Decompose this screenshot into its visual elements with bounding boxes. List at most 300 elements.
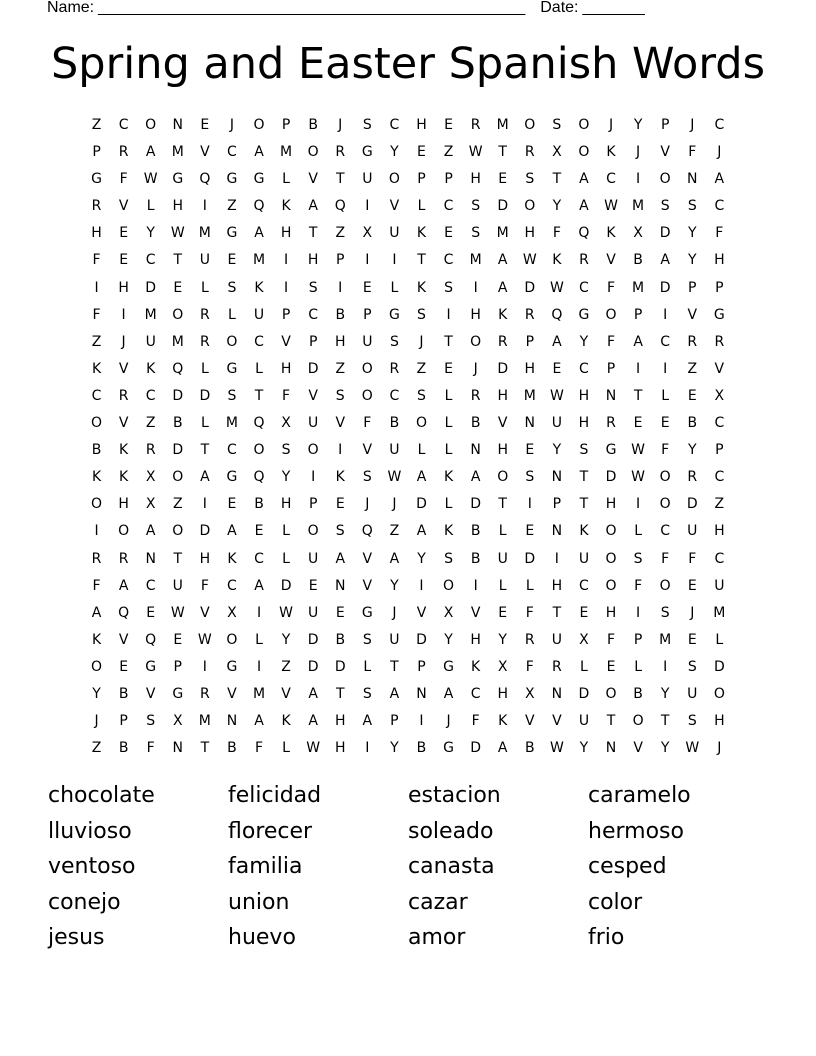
grid-letter[interactable]: R [687, 469, 698, 486]
grid-letter[interactable]: V [714, 360, 725, 377]
grid-letter[interactable]: N [605, 387, 617, 404]
grid-letter[interactable]: H [118, 279, 129, 296]
grid-letter[interactable]: S [687, 658, 697, 675]
grid-letter[interactable]: V [118, 415, 129, 432]
grid-letter[interactable]: S [525, 171, 535, 188]
grid-letter[interactable]: N [172, 117, 184, 133]
grid-letter[interactable]: N [470, 442, 481, 459]
grid-letter[interactable]: T [579, 469, 589, 486]
grid-letter[interactable]: W [143, 171, 158, 188]
grid-letter[interactable]: U [172, 577, 183, 594]
grid-letter[interactable]: A [497, 740, 508, 757]
grid-letter[interactable]: U [389, 631, 400, 648]
grid-letter[interactable]: H [334, 740, 346, 757]
grid-letter[interactable]: M [523, 387, 536, 404]
grid-letter[interactable]: O [605, 550, 617, 567]
grid-letter[interactable]: G [226, 171, 238, 188]
grid-letter[interactable]: A [470, 469, 481, 486]
grid-letter[interactable]: G [172, 685, 184, 702]
grid-letter[interactable]: S [471, 198, 481, 215]
grid-letter[interactable]: Z [389, 523, 400, 540]
grid-letter[interactable]: E [579, 604, 589, 621]
grid-letter[interactable]: V [362, 577, 373, 594]
grid-letter[interactable]: I [663, 658, 668, 675]
grid-letter[interactable]: O [91, 496, 103, 513]
grid-letter[interactable]: F [661, 550, 670, 567]
grid-letter[interactable]: D [497, 198, 509, 215]
grid-letter[interactable]: J [717, 740, 722, 757]
grid-letter[interactable]: Z [91, 117, 102, 133]
grid-letter[interactable]: Q [334, 198, 346, 215]
grid-letter[interactable]: O [91, 658, 103, 675]
grid-letter[interactable]: U [578, 713, 590, 730]
grid-letter[interactable]: T [390, 658, 399, 675]
grid-letter[interactable]: I [473, 577, 478, 594]
grid-letter[interactable]: B [118, 740, 129, 757]
grid-letter[interactable]: A [254, 225, 264, 242]
grid-letter[interactable]: C [254, 333, 264, 350]
grid-letter[interactable]: P [119, 713, 128, 730]
grid-letter[interactable]: W [279, 604, 293, 621]
grid-letter[interactable]: L [634, 523, 642, 540]
grid-letter[interactable]: S [227, 387, 237, 404]
grid-letter[interactable]: R [524, 144, 535, 161]
grid-letter[interactable]: O [388, 171, 400, 188]
grid-letter[interactable]: E [308, 577, 318, 594]
grid-letter[interactable]: V [281, 685, 291, 702]
grid-letter[interactable]: A [416, 523, 427, 540]
grid-letter[interactable]: R [91, 550, 102, 567]
grid-letter[interactable]: G [226, 469, 238, 486]
grid-letter[interactable]: O [118, 523, 130, 540]
grid-letter[interactable]: T [200, 442, 210, 459]
grid-letter[interactable]: Q [361, 523, 373, 540]
grid-letter[interactable]: T [173, 550, 183, 567]
grid-letter[interactable]: I [554, 550, 559, 567]
grid-letter[interactable]: Y [687, 225, 697, 242]
grid-letter[interactable]: O [578, 144, 590, 161]
grid-letter[interactable]: J [229, 117, 234, 133]
grid-letter[interactable]: V [118, 198, 129, 215]
grid-letter[interactable]: O [470, 333, 482, 350]
grid-letter[interactable]: F [363, 415, 372, 432]
grid-letter[interactable]: Y [660, 685, 670, 702]
grid-letter[interactable]: R [389, 360, 400, 377]
grid-letter[interactable]: Y [92, 685, 101, 702]
grid-letter[interactable]: N [335, 577, 346, 594]
grid-letter[interactable]: B [389, 415, 400, 432]
grid-letter[interactable]: U [308, 604, 319, 621]
grid-letter[interactable]: V [118, 631, 129, 648]
grid-letter[interactable]: O [524, 198, 536, 215]
grid-letter[interactable]: O [578, 117, 590, 133]
grid-letter[interactable]: S [362, 469, 372, 486]
grid-letter[interactable]: D [524, 279, 536, 296]
grid-letter[interactable]: J [121, 333, 126, 350]
grid-letter[interactable]: O [605, 577, 617, 594]
grid-letter[interactable]: L [417, 442, 426, 459]
grid-letter[interactable]: B [470, 550, 481, 567]
grid-letter[interactable]: I [311, 469, 316, 486]
grid-letter[interactable]: V [281, 333, 291, 350]
grid-letter[interactable]: E [687, 631, 697, 648]
grid-letter[interactable]: J [636, 144, 641, 161]
date-field[interactable]: _______ [582, 0, 645, 16]
grid-letter[interactable]: J [446, 713, 451, 730]
grid-letter[interactable]: I [121, 306, 126, 323]
grid-letter[interactable]: T [417, 252, 426, 269]
grid-letter[interactable]: O [307, 442, 319, 459]
grid-letter[interactable]: H [280, 496, 292, 513]
grid-letter[interactable]: D [416, 631, 427, 648]
grid-letter[interactable]: V [552, 713, 562, 730]
grid-letter[interactable]: A [362, 713, 373, 730]
grid-letter[interactable]: L [417, 198, 426, 215]
grid-letter[interactable]: E [444, 225, 453, 242]
grid-letter[interactable]: T [633, 387, 643, 404]
grid-letter[interactable]: O [226, 631, 238, 648]
grid-letter[interactable]: A [633, 333, 643, 350]
grid-letter[interactable]: K [91, 360, 102, 377]
grid-letter[interactable]: W [549, 387, 564, 404]
grid-letter[interactable]: K [498, 306, 508, 323]
grid-letter[interactable]: V [308, 387, 318, 404]
grid-letter[interactable]: P [417, 171, 426, 188]
grid-letter[interactable]: E [173, 631, 183, 648]
grid-letter[interactable]: H [199, 550, 211, 567]
grid-letter[interactable]: Y [660, 740, 670, 757]
grid-letter[interactable]: Y [687, 252, 697, 269]
grid-letter[interactable]: M [198, 713, 211, 730]
grid-letter[interactable]: I [94, 279, 99, 296]
grid-letter[interactable]: K [552, 252, 562, 269]
grid-letter[interactable]: G [361, 144, 373, 161]
grid-letter[interactable]: W [468, 144, 483, 161]
grid-letter[interactable]: H [172, 198, 184, 215]
grid-letter[interactable]: C [606, 171, 616, 188]
grid-letter[interactable]: T [552, 171, 562, 188]
grid-letter[interactable]: V [525, 713, 535, 730]
grid-letter[interactable]: B [91, 442, 102, 459]
grid-letter[interactable]: H [578, 415, 590, 432]
grid-letter[interactable]: H [714, 713, 725, 730]
grid-letter[interactable]: F [92, 252, 101, 269]
grid-letter[interactable]: A [200, 469, 210, 486]
grid-letter[interactable]: D [280, 577, 292, 594]
grid-letter[interactable]: I [663, 306, 668, 323]
grid-letter[interactable]: A [335, 550, 346, 567]
grid-letter[interactable]: L [282, 171, 290, 188]
grid-letter[interactable]: L [255, 360, 263, 377]
grid-letter[interactable]: B [227, 740, 237, 757]
grid-letter[interactable]: R [199, 306, 210, 323]
grid-letter[interactable]: U [389, 225, 400, 242]
grid-letter[interactable]: E [119, 252, 129, 269]
grid-letter[interactable]: O [226, 333, 238, 350]
grid-letter[interactable]: K [416, 225, 427, 242]
grid-letter[interactable]: V [362, 442, 373, 459]
grid-letter[interactable]: Z [227, 198, 237, 215]
grid-letter[interactable]: P [417, 658, 426, 675]
grid-letter[interactable]: F [715, 225, 724, 242]
grid-letter[interactable]: L [200, 415, 209, 432]
grid-letter[interactable]: O [172, 523, 184, 540]
grid-letter[interactable]: K [498, 713, 508, 730]
grid-letter[interactable]: W [170, 225, 185, 242]
grid-letter[interactable]: M [659, 631, 672, 648]
grid-letter[interactable]: E [227, 496, 237, 513]
grid-letter[interactable]: H [470, 631, 481, 648]
grid-letter[interactable]: O [172, 306, 184, 323]
grid-letter[interactable]: G [226, 658, 238, 675]
grid-letter[interactable]: R [497, 333, 508, 350]
grid-letter[interactable]: Z [687, 360, 698, 377]
grid-letter[interactable]: S [633, 550, 643, 567]
grid-letter[interactable]: O [361, 387, 373, 404]
grid-letter[interactable]: A [145, 144, 156, 161]
grid-letter[interactable]: Q [253, 469, 265, 486]
grid-letter[interactable]: L [580, 658, 588, 675]
grid-letter[interactable]: C [227, 144, 237, 161]
grid-letter[interactable]: R [524, 306, 535, 323]
grid-letter[interactable]: F [254, 740, 264, 757]
grid-letter[interactable]: R [91, 198, 102, 215]
grid-letter[interactable]: R [606, 415, 616, 432]
grid-letter[interactable]: S [362, 117, 372, 133]
grid-letter[interactable]: J [473, 360, 478, 377]
grid-letter[interactable]: O [524, 117, 536, 133]
grid-letter[interactable]: E [362, 279, 372, 296]
grid-letter[interactable]: R [335, 144, 346, 161]
grid-letter[interactable]: L [525, 577, 534, 594]
grid-letter[interactable]: S [281, 442, 291, 459]
grid-letter[interactable]: C [579, 360, 589, 377]
grid-letter[interactable]: L [282, 550, 290, 567]
grid-letter[interactable]: E [606, 658, 616, 675]
grid-letter[interactable]: B [335, 306, 346, 323]
grid-letter[interactable]: E [146, 604, 156, 621]
grid-letter[interactable]: D [470, 740, 482, 757]
grid-letter[interactable]: X [281, 415, 291, 432]
grid-letter[interactable]: Q [253, 415, 265, 432]
grid-letter[interactable]: X [443, 604, 454, 621]
grid-letter[interactable]: D [497, 360, 509, 377]
grid-letter[interactable]: W [549, 279, 564, 296]
grid-letter[interactable]: P [715, 442, 724, 459]
grid-letter[interactable]: F [634, 577, 643, 594]
grid-letter[interactable]: J [608, 117, 614, 133]
grid-letter[interactable]: R [687, 333, 698, 350]
grid-letter[interactable]: K [119, 442, 129, 459]
grid-letter[interactable]: Z [172, 496, 183, 513]
grid-letter[interactable]: P [281, 117, 291, 133]
grid-letter[interactable]: O [307, 144, 319, 161]
grid-letter[interactable]: B [118, 685, 129, 702]
grid-letter[interactable]: H [470, 306, 481, 323]
grid-letter[interactable]: F [92, 577, 101, 594]
grid-letter[interactable]: J [690, 604, 695, 621]
grid-letter[interactable]: A [389, 550, 400, 567]
grid-letter[interactable]: C [145, 577, 156, 594]
grid-letter[interactable]: E [254, 523, 264, 540]
grid-letter[interactable]: Z [281, 658, 291, 675]
grid-letter[interactable]: U [687, 685, 698, 702]
grid-letter[interactable]: P [660, 117, 670, 133]
grid-letter[interactable]: X [227, 604, 237, 621]
grid-letter[interactable]: T [660, 713, 670, 730]
grid-letter[interactable]: I [284, 252, 289, 269]
grid-letter[interactable]: N [605, 740, 617, 757]
grid-letter[interactable]: O [361, 360, 373, 377]
grid-letter[interactable]: Z [91, 333, 102, 350]
grid-letter[interactable]: K [606, 225, 616, 242]
grid-letter[interactable]: I [338, 442, 343, 459]
grid-letter[interactable]: L [444, 496, 453, 513]
grid-letter[interactable]: U [199, 252, 210, 269]
grid-letter[interactable]: D [524, 550, 536, 567]
grid-letter[interactable]: X [362, 225, 373, 242]
grid-letter[interactable]: S [362, 685, 372, 702]
grid-letter[interactable]: G [443, 658, 454, 675]
grid-letter[interactable]: N [687, 171, 698, 188]
grid-letter[interactable]: A [552, 333, 562, 350]
grid-letter[interactable]: X [497, 658, 508, 675]
grid-letter[interactable]: T [308, 225, 318, 242]
grid-letter[interactable]: M [252, 252, 266, 269]
grid-letter[interactable]: O [713, 685, 725, 702]
grid-letter[interactable]: W [387, 469, 402, 486]
grid-letter[interactable]: S [444, 550, 453, 567]
grid-letter[interactable]: X [633, 225, 643, 242]
grid-letter[interactable]: H [524, 360, 536, 377]
grid-letter[interactable]: M [469, 252, 482, 269]
grid-letter[interactable]: T [579, 496, 589, 513]
grid-letter[interactable]: N [145, 550, 156, 567]
grid-letter[interactable]: D [145, 279, 157, 296]
grid-letter[interactable]: B [470, 415, 481, 432]
grid-letter[interactable]: C [470, 685, 481, 702]
grid-letter[interactable]: K [91, 469, 102, 486]
grid-letter[interactable]: S [335, 387, 345, 404]
grid-letter[interactable]: Y [390, 740, 399, 757]
grid-letter[interactable]: D [307, 658, 319, 675]
grid-letter[interactable]: R [199, 333, 210, 350]
grid-letter[interactable]: S [660, 198, 670, 215]
grid-letter[interactable]: X [145, 469, 156, 486]
grid-letter[interactable]: L [715, 631, 724, 648]
grid-letter[interactable]: V [416, 604, 427, 621]
grid-letter[interactable]: S [687, 198, 697, 215]
grid-letter[interactable]: B [633, 252, 643, 269]
grid-letter[interactable]: A [497, 279, 508, 296]
grid-letter[interactable]: C [714, 117, 725, 133]
grid-letter[interactable]: U [551, 631, 562, 648]
grid-letter[interactable]: F [471, 713, 480, 730]
grid-letter[interactable]: I [446, 306, 451, 323]
grid-letter[interactable]: M [171, 333, 184, 350]
grid-letter[interactable]: C [308, 306, 319, 323]
grid-letter[interactable]: E [417, 144, 426, 161]
grid-letter[interactable]: A [660, 252, 670, 269]
grid-letter[interactable]: H [605, 604, 617, 621]
grid-letter[interactable]: Y [390, 577, 399, 594]
grid-letter[interactable]: A [308, 198, 318, 215]
grid-letter[interactable]: S [146, 713, 156, 730]
grid-letter[interactable]: M [632, 279, 645, 296]
grid-letter[interactable]: O [659, 496, 671, 513]
grid-letter[interactable]: Q [145, 631, 157, 648]
grid-letter[interactable]: R [552, 658, 562, 675]
grid-letter[interactable]: D [605, 469, 617, 486]
grid-letter[interactable]: U [308, 550, 319, 567]
grid-letter[interactable]: I [256, 658, 262, 675]
grid-letter[interactable]: C [145, 252, 156, 269]
grid-letter[interactable]: C [714, 198, 725, 215]
grid-letter[interactable]: A [579, 171, 589, 188]
grid-letter[interactable]: D [199, 523, 211, 540]
grid-letter[interactable]: Y [417, 550, 426, 567]
grid-letter[interactable]: H [91, 225, 102, 242]
grid-letter[interactable]: A [254, 144, 264, 161]
grid-letter[interactable]: G [172, 171, 184, 188]
grid-letter[interactable]: S [417, 387, 426, 404]
grid-letter[interactable]: U [578, 550, 590, 567]
grid-letter[interactable]: K [471, 658, 481, 675]
grid-letter[interactable]: R [714, 333, 725, 350]
grid-letter[interactable]: Y [281, 631, 291, 648]
grid-letter[interactable]: B [633, 685, 643, 702]
grid-letter[interactable]: K [443, 469, 454, 486]
grid-letter[interactable]: I [365, 252, 370, 269]
grid-letter[interactable]: O [145, 117, 157, 133]
grid-letter[interactable]: Y [146, 225, 155, 242]
grid-letter[interactable]: C [118, 117, 129, 133]
grid-letter[interactable]: O [497, 469, 509, 486]
grid-letter[interactable]: I [527, 496, 532, 513]
grid-letter[interactable]: G [226, 360, 238, 377]
grid-letter[interactable]: Q [578, 225, 590, 242]
grid-letter[interactable]: C [660, 523, 671, 540]
grid-letter[interactable]: O [659, 577, 671, 594]
grid-letter[interactable]: R [199, 685, 210, 702]
grid-letter[interactable]: L [282, 523, 290, 540]
grid-letter[interactable]: O [415, 415, 427, 432]
grid-letter[interactable]: T [173, 252, 183, 269]
grid-letter[interactable]: P [308, 496, 318, 513]
grid-letter[interactable]: F [282, 387, 291, 404]
grid-letter[interactable]: A [308, 685, 318, 702]
grid-letter[interactable]: A [254, 577, 264, 594]
grid-letter[interactable]: Y [444, 631, 453, 648]
grid-letter[interactable]: P [606, 360, 616, 377]
grid-letter[interactable]: V [497, 415, 508, 432]
grid-letter[interactable]: W [522, 252, 537, 269]
grid-letter[interactable]: T [498, 496, 507, 513]
grid-letter[interactable]: V [389, 198, 400, 215]
grid-letter[interactable]: S [525, 469, 535, 486]
grid-letter[interactable]: D [659, 225, 671, 242]
grid-letter[interactable]: F [119, 171, 128, 188]
grid-letter[interactable]: C [443, 198, 454, 215]
grid-letter[interactable]: C [714, 415, 725, 432]
grid-letter[interactable]: B [335, 631, 346, 648]
grid-letter[interactable]: A [416, 469, 427, 486]
grid-letter[interactable]: C [579, 279, 589, 296]
grid-letter[interactable]: K [416, 279, 427, 296]
grid-letter[interactable]: S [687, 713, 697, 730]
grid-letter[interactable]: T [606, 713, 616, 730]
grid-letter[interactable]: P [363, 306, 372, 323]
